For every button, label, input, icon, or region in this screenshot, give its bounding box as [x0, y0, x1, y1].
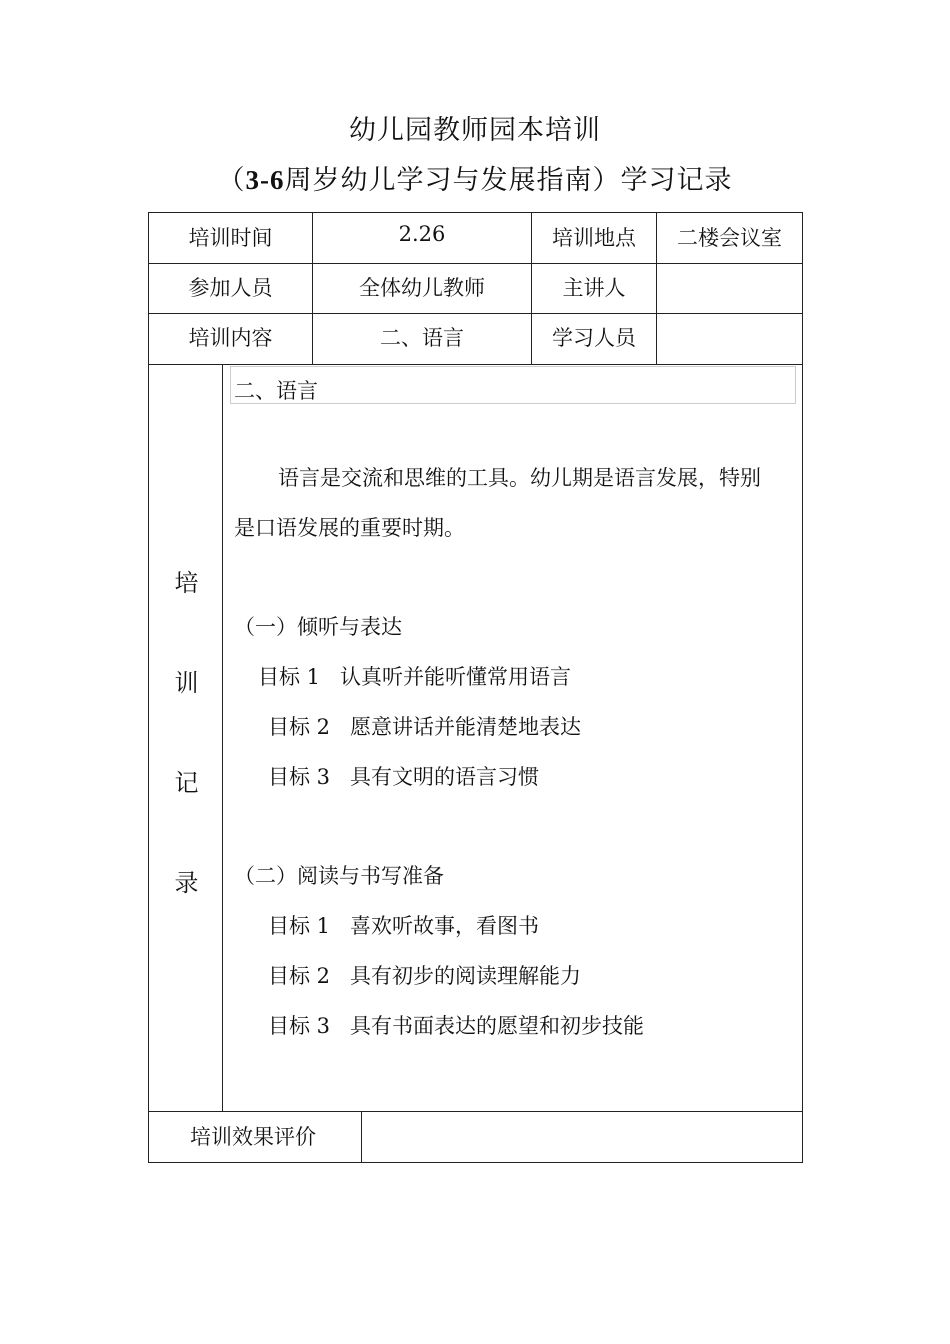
- table-col-divider: [361, 1111, 362, 1162]
- value-participants: 全体幼儿教师: [359, 276, 485, 300]
- record-heading: 二、语言: [234, 379, 318, 403]
- table-row-divider: [148, 1111, 803, 1112]
- goal-item: 目标 2 具有初步的阅读理解能力: [268, 964, 582, 988]
- label-learners: 学习人员: [552, 326, 636, 350]
- goal-item: 目标 1 喜欢听故事，看图书: [268, 914, 540, 938]
- record-intro-line: 语言是交流和思维的工具。幼儿期是语言发展，特别: [278, 466, 761, 490]
- record-label-char: 记: [174, 769, 199, 797]
- subtitle-open-paren: （: [217, 165, 246, 196]
- record-intro-line: 是口语发展的重要时期。: [234, 516, 465, 540]
- section-title: （二）阅读与书写准备: [234, 864, 444, 888]
- goal-item: 目标 2 愿意讲话并能清楚地表达: [268, 715, 582, 739]
- table-border-right: [802, 212, 803, 1163]
- label-training-content: 培训内容: [188, 326, 273, 350]
- table-row-divider: [148, 263, 803, 264]
- goal-item: 目标 3 具有书面表达的愿望和初步技能: [268, 1014, 645, 1038]
- table-row-divider: [148, 313, 803, 314]
- label-speaker: 主讲人: [562, 276, 626, 300]
- record-label-char: 培: [174, 569, 199, 597]
- label-training-time: 培训时间: [188, 226, 273, 250]
- table-border-left: [148, 212, 149, 1163]
- subtitle-rest: 周岁幼儿学习与发展指南）学习记录: [284, 165, 733, 196]
- section-title: （一）倾听与表达: [234, 615, 402, 639]
- record-label-char: 录: [174, 869, 199, 897]
- label-training-location: 培训地点: [552, 226, 636, 250]
- label-evaluation: 培训效果评价: [190, 1125, 316, 1149]
- goal-item: 目标 1 认真听并能听懂常用语言: [258, 665, 572, 689]
- subtitle-age-range: 3-6: [245, 165, 285, 195]
- table-col-divider: [222, 364, 223, 1111]
- document-title: 幼儿园教师园本培训: [349, 115, 601, 146]
- document-subtitle: [0, 158, 950, 197]
- table-row-divider: [148, 364, 803, 365]
- goal-item: 目标 3 具有文明的语言习惯: [268, 765, 540, 789]
- record-label-char: 训: [174, 669, 199, 697]
- value-training-location: 二楼会议室: [677, 226, 782, 250]
- label-participants: 参加人员: [188, 276, 273, 300]
- value-training-content: 二、语言: [380, 326, 464, 350]
- table-border-top: [148, 212, 803, 213]
- table-border-bottom: [148, 1162, 803, 1163]
- value-training-time: 2.26: [398, 222, 446, 246]
